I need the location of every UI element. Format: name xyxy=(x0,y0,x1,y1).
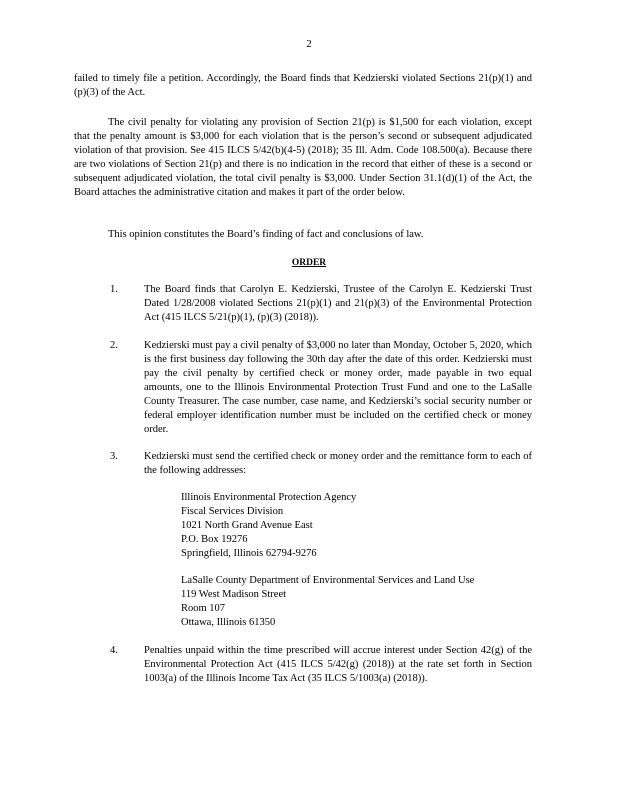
address-line: LaSalle County Department of Environmental Services and Land Use xyxy=(181,575,475,586)
address-line: Fiscal Services Division xyxy=(181,506,284,517)
order-item-text: Kedzierski must pay a civil penalty of $3,000 no later than Monday, October 5, 2020, which is the first business day following the 30th day after the date of this order. Kedzierski must pay the civil penalty by certified check or money order, made payable in two equal amounts, one to the Illinois Environmental Protection Trust Fund and one to the LaSalle County Treasurer. The case number, case name, and Kedzierski’s social security number or federal employer identification number must be included on the certified check or money order. xyxy=(144,340,532,435)
paragraph-civil-penalty: The civil penalty for violating any provision of Section 21(p) is $1,500 for each violation, except that the penalty amount is $3,000 for each violation that is the person’s second or subsequent adjudicated violation of that provision. See 415 ILCS 5/42(b)(4-5) (2018); 35 Ill. Adm. Code 108.500(a). Because there are two violations of Section 21(p) and there is no indication in the record that either of these is a second or subsequent adjudicated violation, the total civil penalty is $3,000. Under Section 31.1(d)(1) of the Act, the Board attaches the administrative citation and makes it part of the order below. xyxy=(74,117,532,198)
address-line: 1021 North Grand Avenue East xyxy=(181,520,313,531)
address-line: Ottawa, Illinois 61350 xyxy=(181,617,276,628)
order-heading: ORDER xyxy=(291,258,327,268)
order-item-text: The Board finds that Carolyn E. Kedzierski, Trustee of the Carolyn E. Kedzierski Trust Dated 1/28/2008 violated Sections 21(p)(1) and 21(p)(3) of the Environmental Protection Act (415 ILCS 5/21(p)(1), (p)(3) (2018)). xyxy=(144,284,532,323)
order-item-text: Kedzierski must send the certified check or money order and the remittance form to each of the following addresses: xyxy=(144,451,532,476)
paragraph-findings: This opinion constitutes the Board’s finding of fact and conclusions of law. xyxy=(108,229,424,240)
order-item-number: 1. xyxy=(110,284,118,295)
order-item-text: Penalties unpaid within the time prescribed will accrue interest under Section 42(g) of the Environmental Protection Act (415 ILCS 5/42(g) (2018)) at the rate set forth in Section 1003(a) of the Illinois Income Tax Act (35 ILCS 5/1003(a) (2018)). xyxy=(144,645,532,684)
order-item-number: 4. xyxy=(110,645,118,656)
address-line: Room 107 xyxy=(181,603,226,614)
address-line: P.O. Box 19276 xyxy=(181,534,248,545)
order-item-number: 3. xyxy=(110,451,118,462)
order-item-number: 2. xyxy=(110,340,118,351)
address-block-iepa xyxy=(181,491,541,561)
address-line: Illinois Environmental Protection Agency xyxy=(181,492,357,503)
paragraph-conclusion: failed to timely file a petition. Accordingly, the Board finds that Kedzierski violated Sections 21(p)(1) and (p)(3) of the Act. xyxy=(74,73,532,98)
address-line: 119 West Madison Street xyxy=(181,589,287,600)
address-line: Springfield, Illinois 62794-9276 xyxy=(181,548,317,559)
page-number: 2 xyxy=(306,38,312,50)
address-block-lasalle xyxy=(181,574,541,630)
